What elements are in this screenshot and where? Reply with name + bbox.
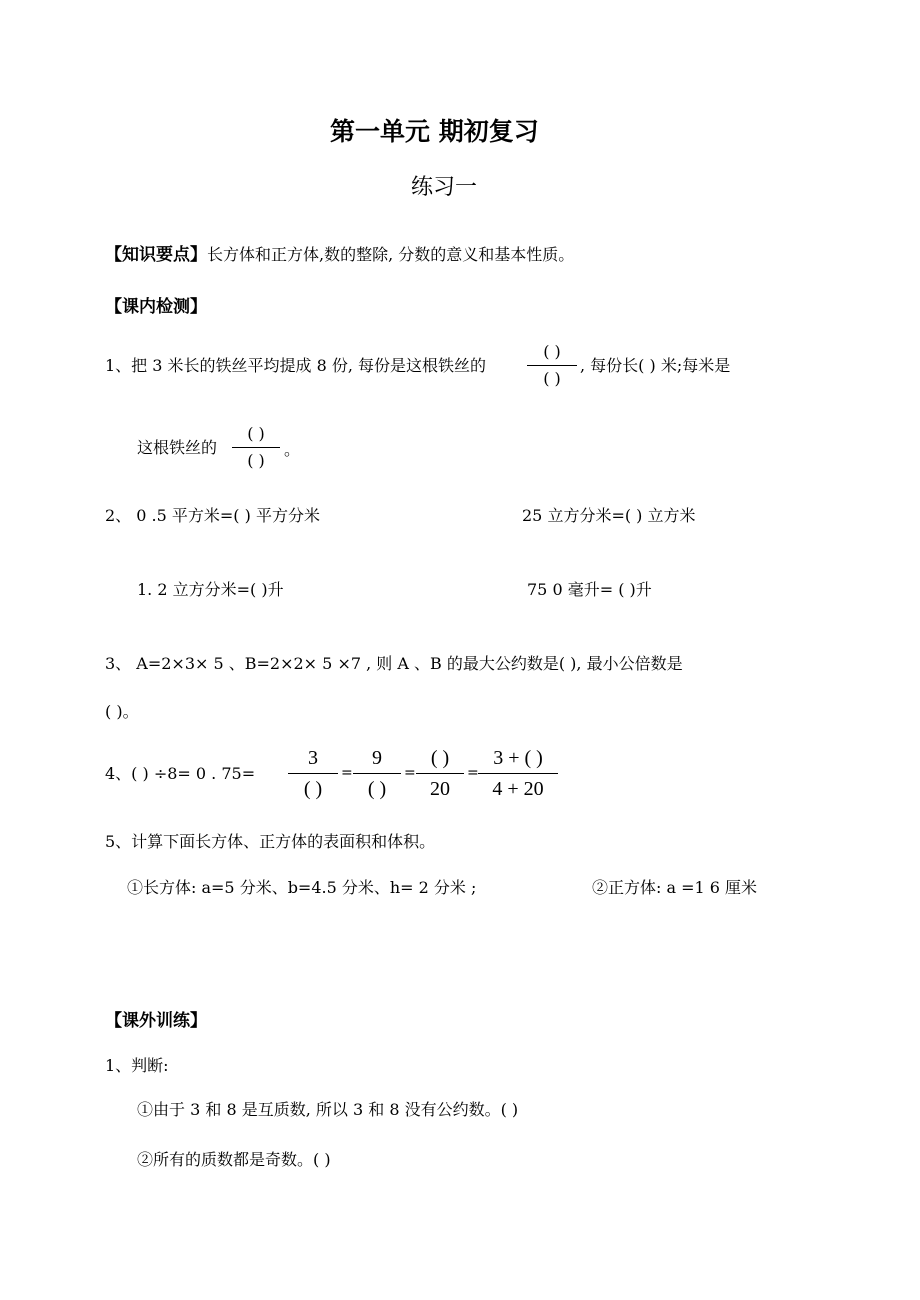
q4-equals-2: = <box>404 765 416 781</box>
q2-text-a: 2、 0 .5 平方米=( ) 平方分米 <box>105 506 320 525</box>
q5-text-b: ①长方体: a=5 分米、b=4.5 分米、h= 2 分米 ; <box>127 878 477 897</box>
q1-text-a: 1、把 3 米长的铁丝平均提成 8 份, 每份是这根铁丝的 <box>105 356 487 375</box>
q5-text-c: ②正方体: a =1 6 厘米 <box>592 878 758 897</box>
p1-text-a: 1、判断: <box>105 1056 169 1075</box>
p1-text-b: ①由于 3 和 8 是互质数, 所以 3 和 8 没有公约数。( ) <box>137 1100 519 1119</box>
p1-text-c: ②所有的质数都是奇数。( ) <box>137 1150 331 1169</box>
q1-text-c: 这根铁丝的 <box>137 438 218 457</box>
q4-fraction-1-numerator: 3 <box>308 747 318 769</box>
q4-fraction-2-denominator: ( ) <box>367 778 387 800</box>
q3-text-b: ( )。 <box>105 702 139 721</box>
section-extracurricular: 【课外训练】 <box>105 1011 207 1031</box>
q4-fraction-3-denominator: 20 <box>430 778 450 800</box>
q1-text-d: 。 <box>284 440 301 459</box>
q4-fraction-4-numerator: 3 + ( ) <box>493 747 543 769</box>
q1-fraction-1 <box>527 342 577 389</box>
q2-text-b: 25 立方分米=( ) 立方米 <box>522 506 696 525</box>
q4-fraction-2-numerator: 9 <box>372 747 382 769</box>
q1-fraction-2-numerator: ( ) <box>247 424 265 443</box>
q4-fraction-2 <box>353 746 401 801</box>
page-title: 第一单元 期初复习 <box>330 117 539 146</box>
knowledge-points <box>105 240 574 265</box>
knowledge-text: 长方体和正方体,数的整除, 分数的意义和基本性质。 <box>207 245 575 264</box>
q4-fraction-4 <box>478 746 558 801</box>
section-in-class: 【课内检测】 <box>105 297 207 317</box>
q1-fraction-2-denominator: ( ) <box>247 451 265 470</box>
q4-prefix: 4、( ) ÷8= 0 . 75= <box>105 764 256 783</box>
q1-fraction-1-numerator: ( ) <box>543 342 561 361</box>
q4-fraction-4-denominator: 4 + 20 <box>492 778 544 800</box>
knowledge-label: 【知识要点】 <box>105 245 207 265</box>
q4-equals-3: = <box>467 765 479 781</box>
page-subtitle: 练习一 <box>411 175 478 200</box>
q1-text-b: , 每份长( ) 米;每米是 <box>580 356 731 375</box>
q1-fraction-1-denominator: ( ) <box>543 369 561 388</box>
q4-fraction-1 <box>288 746 338 801</box>
q4-fraction-3-numerator: ( ) <box>430 747 450 769</box>
q4-fraction-3 <box>416 746 464 801</box>
q5-text-a: 5、计算下面长方体、正方体的表面积和体积。 <box>105 832 436 851</box>
q2-text-d: 75 0 毫升= ( )升 <box>527 580 652 599</box>
q2-text-c: 1. 2 立方分米=( )升 <box>137 580 284 599</box>
q3-text-a: 3、 A=2×3× 5 、B=2×2× 5 ×7 , 则 A 、B 的最大公约数是( ), 最小公倍数是 <box>105 654 683 673</box>
q4-equals-1: = <box>341 765 353 781</box>
q1-fraction-2 <box>232 424 280 471</box>
q4-fraction-1-denominator: ( ) <box>303 778 323 800</box>
